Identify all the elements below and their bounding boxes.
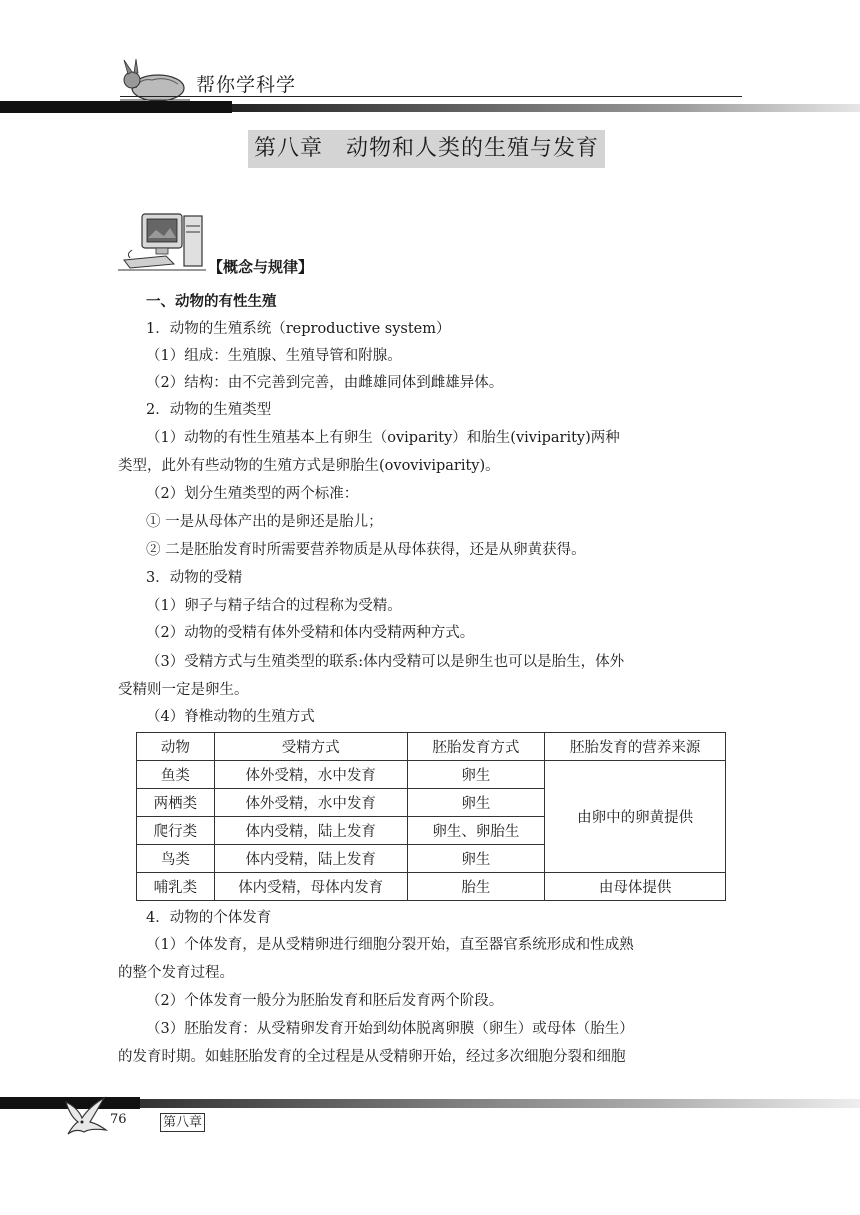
text-line: 4．动物的个体发育 [146,910,272,926]
page-number: 76 [110,1112,127,1127]
table-cell-animal: 爬行类 [137,817,215,845]
text-line: （1）卵子与精子结合的过程称为受精。 [146,598,402,614]
text-line: 类型，此外有些动物的生殖方式是卵胎生(ovoviviparity)。 [118,458,500,474]
text-line: （3）胚胎发育：从受精卵发育开始到幼体脱离卵膜（卵生）或母体（胎生） [146,1021,634,1037]
table-cell-animal: 哺乳类 [137,873,215,901]
table-cell-fertilization: 体外受精，水中发育 [214,789,407,817]
header-rule [120,96,742,97]
header-title: 帮你学科学 [196,74,297,96]
table-cell-fertilization: 体外受精，水中发育 [214,761,407,789]
section-label: 【概念与规律】 [208,258,314,276]
table-cell-fertilization: 体内受精，陆上发育 [214,845,407,873]
table-cell-development: 卵生 [407,789,545,817]
reproduction-table [136,732,726,901]
computer-icon [116,210,208,272]
table-cell-development: 卵生 [407,845,545,873]
text-line: （1）个体发育，是从受精卵进行细胞分裂开始，直至器官系统形成和性成熟 [146,937,634,953]
text-line: （1）动物的有性生殖基本上有卵生（oviparity）和胎生(viviparity)两种 [146,430,620,446]
table-cell-animal: 两栖类 [137,789,215,817]
table-row [137,761,726,789]
text-line: （1）组成：生殖腺、生殖导管和附腺。 [146,348,402,364]
table-header-row [137,733,726,761]
text-line: （2）结构：由不完善到完善，由雌雄同体到雌雄异体。 [146,375,504,391]
footer-bar-gradient [140,1099,860,1108]
table-cell-animal: 鸟类 [137,845,215,873]
footer-chapter-label: 第八章 [160,1113,205,1132]
table-cell-fertilization: 体内受精，母体内发育 [214,873,407,901]
table-cell-nutrition-egg: 由卵中的卵黄提供 [545,761,726,873]
text-line: 3．动物的受精 [146,570,243,586]
bird-icon [60,1094,112,1138]
table-cell-animal: 鱼类 [137,761,215,789]
text-line: ② 二是胚胎发育时所需要营养物质是从母体获得，还是从卵黄获得。 [146,542,586,558]
text-line: （2）动物的受精有体外受精和体内受精两种方式。 [146,625,475,641]
table-cell-development: 胎生 [407,873,545,901]
text-line: 2．动物的生殖类型 [146,402,272,418]
table-header-cell: 胚胎发育的营养来源 [545,733,726,761]
table-header-cell: 动物 [137,733,215,761]
table-cell-fertilization: 体内受精，陆上发育 [214,817,407,845]
table-cell-nutrition-mother: 由母体提供 [545,873,726,901]
text-line: （3）受精方式与生殖类型的联系:体内受精可以是卵生也可以是胎生，体外 [146,654,625,670]
text-line: 受精则一定是卵生。 [118,682,249,698]
table-cell-development: 卵生、卵胎生 [407,817,545,845]
text-line: 的发育时期。如蛙胚胎发育的全过程是从受精卵开始，经过多次细胞分裂和细胞 [118,1049,626,1065]
text-line: ① 一是从母体产出的是卵还是胎儿； [146,514,383,530]
table-header-cell: 受精方式 [214,733,407,761]
text-line: （2）划分生殖类型的两个标准： [146,486,359,502]
header-rabbit-logo [110,58,194,104]
header-bar-gradient [232,104,860,112]
text-line: （2）个体发育一般分为胚胎发育和胚后发育两个阶段。 [146,993,504,1009]
chapter-title: 第八章 动物和人类的生殖与发育 [248,130,605,168]
table-header-cell: 胚胎发育方式 [407,733,545,761]
text-line: 的整个发育过程。 [118,965,234,981]
text-line: 1．动物的生殖系统（reproductive system） [146,321,451,337]
table-row [137,873,726,901]
text-line: （4）脊椎动物的生殖方式 [146,709,315,725]
heading-sexual-reproduction: 一、动物的有性生殖 [146,294,277,310]
header-bar [0,101,232,113]
table-cell-development: 卵生 [407,761,545,789]
